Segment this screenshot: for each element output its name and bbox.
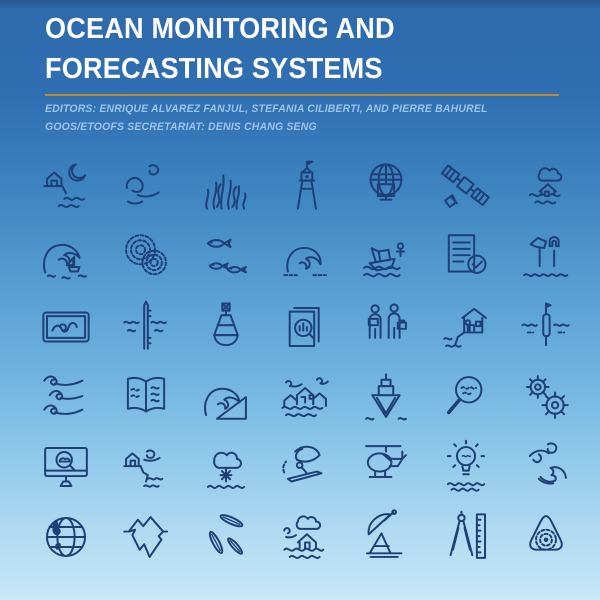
helicopter-icon xyxy=(346,432,426,502)
iceberg-icon xyxy=(106,502,186,572)
approved-checklist-icon xyxy=(426,222,506,292)
coastal-erosion-icon xyxy=(106,432,186,502)
radar-dish-icon xyxy=(346,502,426,572)
seaweed-icon xyxy=(186,152,266,222)
coastal-house-night-icon xyxy=(26,152,106,222)
ship-in-storm-icon xyxy=(346,222,426,292)
argo-float-icon xyxy=(506,292,586,362)
maintenance-tools-icon xyxy=(506,222,586,292)
ocean-search-icon xyxy=(426,362,506,432)
satellite-icon xyxy=(426,152,506,222)
secretariat-line: GOOS/ETOOFS SECRETARIAT: DENIS CHANG SENG xyxy=(45,120,317,133)
wind-over-wave-icon xyxy=(506,432,586,502)
page-title xyxy=(45,9,395,89)
knowledge-book-icon xyxy=(106,362,186,432)
sea-state-waves-icon xyxy=(26,362,106,432)
drafting-compass-ruler-icon xyxy=(426,502,506,572)
flooded-village-icon xyxy=(266,362,346,432)
editors-block xyxy=(45,101,488,136)
title-line-2: FORECASTING SYSTEMS xyxy=(45,53,383,85)
coastal-station-icon xyxy=(426,292,506,362)
triangle-emblem-icon xyxy=(506,502,586,572)
navigation-buoy-icon xyxy=(186,292,266,362)
tide-gauge-icon xyxy=(106,292,186,362)
ocean-data-report-icon xyxy=(266,292,346,362)
cyclone-ripples-icon xyxy=(106,222,186,292)
title-divider xyxy=(45,94,559,96)
ocean-wave-icon xyxy=(266,222,346,292)
windsurfer-icon xyxy=(266,432,346,502)
global-ocean-network-icon xyxy=(346,152,426,222)
wind-gusts-icon xyxy=(106,152,186,222)
icon-grid xyxy=(26,152,586,572)
flooded-house-storm-icon xyxy=(266,502,346,572)
coastal-flood-cloud-icon xyxy=(506,152,586,222)
wave-with-sailboat-icon xyxy=(26,222,106,292)
fish-school-icon xyxy=(186,222,266,292)
ship-bow-icon xyxy=(346,362,426,432)
title-line-1: OCEAN MONITORING AND xyxy=(45,13,395,45)
editors-line: EDITORS: ENRIQUE ALVAREZ FANJUL, STEFANIA CILIBERTI, AND PIERRE BAHUREL xyxy=(45,103,488,115)
tablet-wave-display-icon xyxy=(26,292,106,362)
researchers-icon xyxy=(346,292,426,362)
gears-icon xyxy=(506,362,586,432)
tsunami-wave-icon xyxy=(186,362,266,432)
lighthouse-icon xyxy=(266,152,346,222)
storm-precipitation-icon xyxy=(186,432,266,502)
earth-globe-icon xyxy=(26,502,106,572)
plankton-icon xyxy=(186,502,266,572)
ocean-innovation-bulb-icon xyxy=(426,432,506,502)
forecast-monitor-icon xyxy=(26,432,106,502)
